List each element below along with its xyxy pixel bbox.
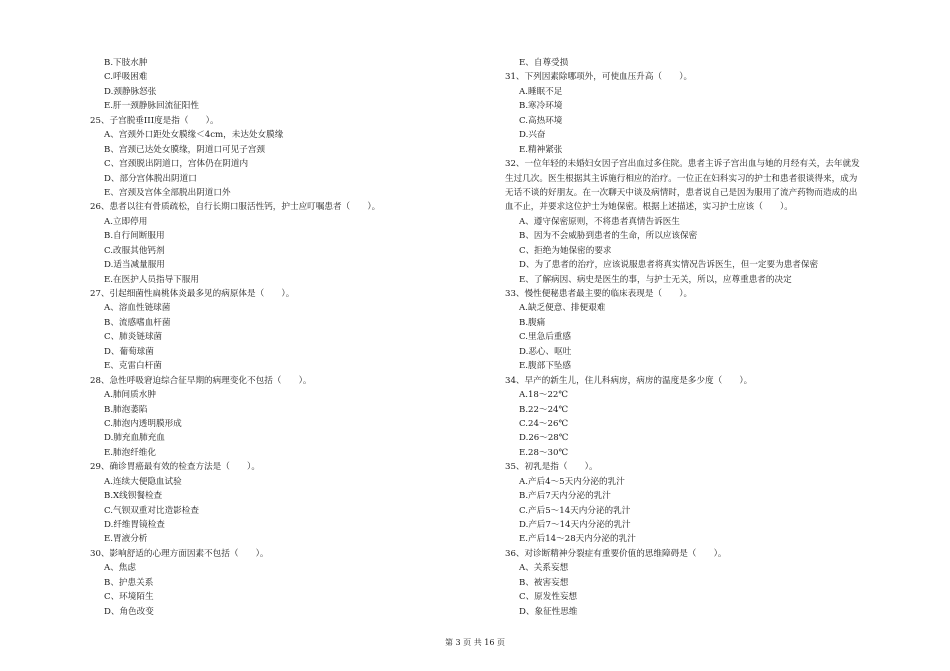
question-text: 31、下列因素除哪项外，可使血压升高（ ）。 bbox=[505, 72, 693, 83]
answer-option: E.胃液分析 bbox=[104, 534, 148, 545]
answer-option: D.适当减量服用 bbox=[104, 260, 165, 271]
answer-option: A、溶血性链球菌 bbox=[104, 303, 171, 314]
answer-option: A、焦虑 bbox=[104, 563, 136, 574]
answer-option: E、克雷白杆菌 bbox=[104, 361, 162, 372]
answer-option: A、宫颈外口距处女膜缘＜4cm，未达处女膜缘 bbox=[104, 130, 284, 141]
answer-option: D.兴奋 bbox=[519, 130, 546, 141]
answer-option: D.产后7～14天内分泌的乳汁 bbox=[519, 520, 631, 530]
answer-option: D.肺充血肺充血 bbox=[104, 433, 165, 444]
answer-option: B.腹痛 bbox=[519, 317, 546, 328]
left-column bbox=[90, 56, 450, 619]
answer-option: A.肺间质水肿 bbox=[104, 390, 156, 401]
answer-option: D.恶心、呕吐 bbox=[519, 346, 572, 357]
question-text: 35、初乳是指（ ）。 bbox=[505, 462, 598, 473]
answer-option: A.连续大便隐血试验 bbox=[104, 476, 182, 487]
answer-option: C、宫颈脱出阴道口，宫体仍在阴道内 bbox=[104, 159, 249, 170]
answer-option: B.自行间断服用 bbox=[104, 231, 165, 242]
question-text: 29、确诊胃癌最有效的检查方法是（ ）。 bbox=[90, 462, 260, 473]
question-text: 27、引起细菌性扁桃体炎最多见的病原体是（ ）。 bbox=[90, 289, 295, 299]
answer-option: A.睡眠不足 bbox=[519, 86, 563, 97]
answer-option: C.里急后重感 bbox=[519, 332, 571, 343]
question-text: 32、一位年轻的未婚妇女因子宫出血过多住院。患者主诉子宫出血与她的月经有关，去年就发 bbox=[505, 159, 860, 170]
answer-option: D、象征性思维 bbox=[519, 606, 578, 617]
answer-option: A.18～22℃ bbox=[519, 390, 569, 401]
question-text: 26、患者以往有骨质疏松，自行长期口服活性钙，护士应叮嘱患者（ ）。 bbox=[90, 202, 381, 213]
answer-option: C、拒绝为她保密的要求 bbox=[519, 245, 612, 256]
answer-option: D、葡萄球菌 bbox=[104, 346, 154, 357]
answer-option: D、角色改变 bbox=[104, 606, 154, 617]
answer-option: D、为了患者的治疗，应该说服患者将真实情况告诉医生，但一定要为患者保密 bbox=[519, 260, 819, 271]
answer-option: C、原发性妄想 bbox=[519, 592, 578, 603]
answer-option: E、自尊受损 bbox=[519, 58, 569, 68]
answer-option: C.气钡双重对比造影检查 bbox=[104, 505, 199, 516]
answer-option: B.产后7天内分泌的乳汁 bbox=[519, 491, 611, 502]
answer-option: C.高热环境 bbox=[519, 115, 563, 126]
question-text-continued: 生过几次。医生根据其主诉施行相应的治疗。一位正在妇科实习的护士和患者很谈得来，成为 bbox=[505, 173, 858, 184]
answer-option: B、因为不会威胁到患者的生命，所以应该保密 bbox=[519, 231, 698, 242]
answer-option: B、宫颈已达处女膜缘，阴道口可见子宫颈 bbox=[104, 144, 266, 155]
answer-option: A.缺乏便意、排便艰难 bbox=[519, 303, 606, 314]
answer-option: B.寒冷环境 bbox=[519, 101, 563, 112]
answer-option: E.肺泡纤维化 bbox=[104, 447, 156, 458]
answer-option: E、了解病因、病史是医生的事，与护士无关，所以，应尊重患者的决定 bbox=[519, 274, 792, 285]
answer-option: D、部分宫体脱出阴道口 bbox=[104, 173, 197, 184]
answer-option: B.下肢水肿 bbox=[104, 58, 148, 68]
answer-option: C、肺炎链球菌 bbox=[104, 332, 163, 343]
answer-option: D.纤维胃镜检查 bbox=[104, 520, 165, 530]
answer-option: C.改服其他钙剂 bbox=[104, 245, 165, 256]
answer-option: A.立即停用 bbox=[104, 216, 148, 227]
answer-option: A、遵守保密原则，不将患者真情告诉医生 bbox=[519, 216, 680, 227]
answer-option: C.产后5～14天内分泌的乳汁 bbox=[519, 505, 631, 516]
question-text: 28、急性呼吸窘迫综合征早期的病理变化不包括（ ）。 bbox=[90, 375, 312, 386]
answer-option: B.X线钡餐检查 bbox=[104, 491, 163, 502]
question-text: 33、慢性便秘患者最主要的临床表现是（ ）。 bbox=[505, 289, 693, 299]
question-text-continued: 血不止，并要求这位护士为她保密。根据上述描述，实习护士应该（ ）。 bbox=[505, 202, 793, 213]
answer-option: C.呼吸困难 bbox=[104, 72, 148, 83]
answer-option: B、流感嗜血杆菌 bbox=[104, 317, 171, 328]
answer-option: E.产后14～28天内分泌的乳汁 bbox=[519, 534, 636, 545]
answer-option: B、被害妄想 bbox=[519, 577, 569, 588]
answer-option: D.颈静脉怒张 bbox=[104, 86, 157, 97]
answer-option: E.肝一颈静脉回流征阳性 bbox=[104, 101, 199, 112]
question-text: 30、影响舒适的心理方面因素不包括（ ）。 bbox=[90, 548, 269, 559]
answer-option: D.26～28℃ bbox=[519, 433, 569, 444]
page-number: 第 3 页 共 16 页 bbox=[445, 638, 505, 647]
answer-option: A、关系妄想 bbox=[519, 563, 569, 574]
answer-option: E.腹部下坠感 bbox=[519, 361, 571, 372]
answer-option: E.精神紧张 bbox=[519, 144, 563, 155]
answer-option: E.28～30℃ bbox=[519, 447, 569, 458]
answer-option: B、护患关系 bbox=[104, 577, 154, 588]
answer-option: E.在医护人员指导下服用 bbox=[104, 274, 199, 285]
answer-option: C、环境陌生 bbox=[104, 592, 154, 603]
answer-option: E、宫颈及宫体全部脱出阴道口外 bbox=[104, 187, 231, 198]
question-text: 34、早产的新生儿，住儿科病房，病房的温度是多少度（ ）。 bbox=[505, 375, 753, 386]
answer-option: A.产后4～5天内分泌的乳汁 bbox=[519, 476, 625, 487]
answer-option: C.24～26℃ bbox=[519, 418, 569, 429]
question-text-continued: 无话不谈的好朋友。在一次聊天中谈及病情时，患者说自己是因为服用了流产药物而造成的出 bbox=[505, 187, 858, 198]
answer-option: B.22～24℃ bbox=[519, 404, 569, 415]
question-text: 36、对诊断精神分裂症有重要价值的思维障碍是（ ）。 bbox=[505, 548, 727, 559]
right-column bbox=[505, 56, 915, 619]
answer-option: B.肺泡萎陷 bbox=[104, 404, 148, 415]
question-text: 25、子宫脱垂III度是指（ ）。 bbox=[90, 115, 219, 126]
answer-option: C.肺泡内透明膜形成 bbox=[104, 418, 182, 429]
